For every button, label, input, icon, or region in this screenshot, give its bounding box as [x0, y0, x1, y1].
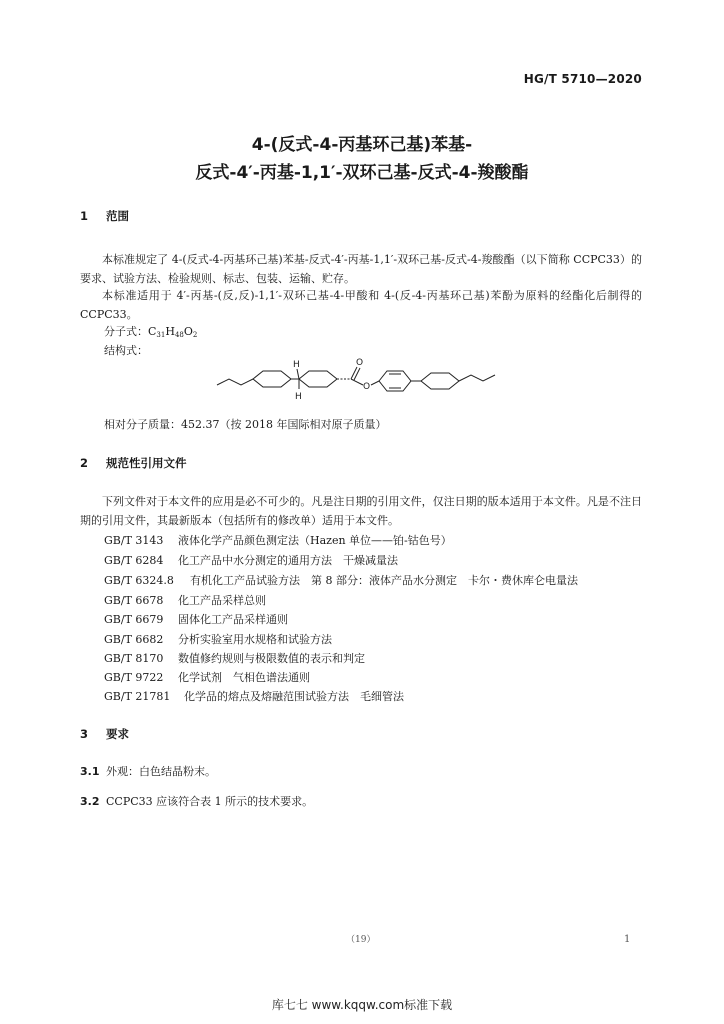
- reference-title: 液体化学产品颜色测定法（Hazen 单位——铂-钴色号）: [178, 534, 452, 547]
- carbonyl-bond-b: [354, 368, 360, 380]
- reference-item: [104, 592, 266, 608]
- reference-code: GB/T 6678: [104, 594, 164, 607]
- clause-number: 3.1: [80, 765, 100, 778]
- formula-label: 分子式：: [104, 325, 148, 338]
- reference-item: [104, 669, 310, 685]
- atom-h-bottom: H: [295, 392, 302, 402]
- cyclohexane-ring-2: [299, 371, 337, 387]
- formula-carbon: C: [148, 325, 157, 338]
- structure-label: 结构式：: [104, 344, 148, 357]
- inner-page-number: （19）: [346, 935, 376, 945]
- reference-code: GB/T 21781: [104, 690, 171, 703]
- clause-text: 外观：白色结晶粉末。: [106, 765, 216, 778]
- reference-item: [104, 572, 578, 588]
- clause-text: CCPC33 应该符合表 1 所示的技术要求。: [106, 795, 314, 808]
- formula-oxygen: O: [183, 325, 193, 338]
- reference-title: 有机化工产品试验方法 第 8 部分：液体产品水分测定 卡尔・费休库仑电量法: [190, 574, 578, 587]
- reference-code: GB/T 6682: [104, 633, 164, 646]
- reference-title: 化工产品采样总则: [178, 594, 266, 607]
- section-number: 3: [80, 727, 89, 741]
- requirement-3-1: [80, 763, 216, 779]
- cyclohexane-ring-3: [421, 373, 459, 389]
- reference-code: GB/T 9722: [104, 671, 164, 684]
- molar-mass: 相对分子质量：452.37（按 2018 年国际相对原子质量）: [104, 418, 387, 431]
- reference-code: GB/T 6324.8: [104, 574, 174, 587]
- site-watermark: 库七七 www.kqqw.com标准下载: [271, 998, 453, 1012]
- reference-code: GB/T 6284: [104, 554, 164, 567]
- reference-item: [104, 631, 332, 647]
- formula-hydrogen-count: 48: [174, 331, 184, 339]
- ester-phenyl-bond: [371, 381, 379, 385]
- section-2-heading: [80, 455, 187, 471]
- section-3-heading: [80, 726, 129, 742]
- cyclohexane-ring-1: [253, 371, 291, 387]
- propyl-chain-left: [217, 379, 253, 385]
- ester-bond: [351, 379, 363, 385]
- formula-oxygen-count: 2: [192, 331, 198, 339]
- reference-title: 固体化工产品采样通则: [178, 613, 288, 626]
- formula-carbon-count: 31: [156, 331, 166, 339]
- formula-hydrogen: H: [165, 325, 175, 338]
- document-title-line-2: 反式-4′-丙基-1,1′-双环己基-反式-4-羧酸酯: [195, 163, 529, 183]
- page-number: 1: [624, 934, 631, 945]
- atom-h-top: H: [293, 360, 300, 370]
- structural-formula-diagram: [215, 355, 505, 405]
- reference-title: 化工产品中水分测定的通用方法 干燥减量法: [178, 554, 398, 567]
- carbonyl-bond-a: [351, 367, 357, 379]
- references-intro: 下列文件对于本文件的应用是必不可少的。凡是注日期的引用文件，仅注日期的版本适用于本文件。凡是不注日期的引用文件，其最新版本（包括所有的修改单）适用于本文件。: [80, 495, 642, 527]
- reference-item: [104, 532, 452, 548]
- section-1-heading: [80, 208, 129, 224]
- reference-title: 数值修约规则与极限数值的表示和判定: [178, 652, 365, 665]
- section-title: 要求: [106, 727, 129, 741]
- reference-code: GB/T 3143: [104, 534, 164, 547]
- section-title: 规范性引用文件: [106, 456, 187, 470]
- scope-paragraph-2: 本标准适用于 4′-丙基-(反,反)-1,1′-双环己基-4-甲酸和 4-(反-4-丙基环己基)苯酚为原料的经酯化后制得的 CCPC33。: [80, 289, 642, 321]
- reference-item: [104, 611, 288, 627]
- reference-title: 化学试剂 气相色谱法通则: [178, 671, 310, 684]
- h-bond-top: [297, 369, 299, 379]
- section-title: 范围: [106, 209, 129, 223]
- reference-title: 分析实验室用水规格和试验方法: [178, 633, 332, 646]
- clause-number: 3.2: [80, 795, 100, 808]
- reference-title: 化学品的熔点及熔融范围试验方法 毛细管法: [184, 690, 404, 703]
- atom-o-ester: O: [363, 382, 371, 392]
- standard-code: HG/T 5710—2020: [523, 72, 642, 86]
- document-title-line-1: 4-(反式-4-丙基环己基)苯基-: [251, 135, 473, 155]
- requirement-3-2: [80, 793, 313, 809]
- propyl-chain-right: [459, 375, 495, 381]
- section-number: 1: [80, 209, 89, 223]
- reference-item: [104, 552, 398, 568]
- reference-item: [104, 650, 365, 666]
- molecular-formula: [104, 323, 197, 339]
- scope-paragraph-1: 本标准规定了 4-(反式-4-丙基环己基)苯基-反式-4′-丙基-1,1′-双环己基-反式-4-羧酸酯（以下简称 CCPC33）的要求、试验方法、检验规则、标志、包装、运输、贮存。: [80, 253, 642, 285]
- reference-code: GB/T 6679: [104, 613, 164, 626]
- atom-o-carbonyl: O: [356, 358, 364, 368]
- reference-item: [104, 688, 404, 704]
- section-number: 2: [80, 456, 89, 470]
- reference-code: GB/T 8170: [104, 652, 164, 665]
